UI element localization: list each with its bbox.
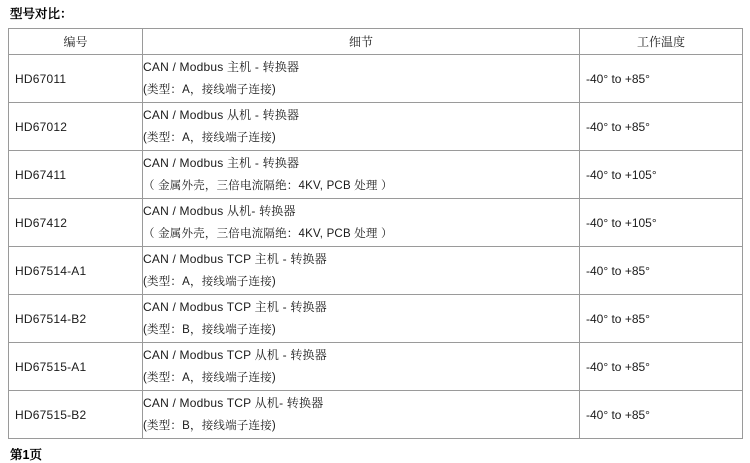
detail-secondary: （ 金属外壳，三倍电流隔绝：4KV, PCB 处理 ） <box>143 227 393 240</box>
table-row <box>9 199 743 247</box>
cell-temperature <box>580 103 743 151</box>
column-header-detail <box>143 29 580 55</box>
footer-note: 第1页 <box>10 448 42 462</box>
cell-detail <box>143 151 580 199</box>
cell-model <box>9 55 143 103</box>
detail-secondary: (类型：A，接线端子连接) <box>143 371 276 384</box>
table-row <box>9 391 743 439</box>
cell-temperature <box>580 247 743 295</box>
detail-primary: CAN / Modbus TCP 从机 - 转换器 <box>143 347 327 362</box>
temperature-value: -40° to +85° <box>586 359 650 374</box>
cell-detail <box>143 199 580 247</box>
detail-primary: CAN / Modbus 主机 - 转换器 <box>143 59 300 74</box>
detail-secondary: (类型：A，接线端子连接) <box>143 275 276 288</box>
temperature-value: -40° to +105° <box>586 167 657 182</box>
cell-temperature <box>580 199 743 247</box>
page-title: 型号对比： <box>10 7 73 21</box>
cell-detail <box>143 247 580 295</box>
cell-temperature <box>580 343 743 391</box>
cell-model <box>9 199 143 247</box>
cell-model <box>9 103 143 151</box>
detail-secondary: (类型：B，接线端子连接) <box>143 323 276 336</box>
detail-secondary: (类型：A，接线端子连接) <box>143 131 276 144</box>
cell-detail <box>143 343 580 391</box>
cell-temperature <box>580 151 743 199</box>
cell-temperature <box>580 295 743 343</box>
table-row <box>9 295 743 343</box>
detail-secondary: (类型：A，接线端子连接) <box>143 83 276 96</box>
table-header-row <box>9 29 743 55</box>
detail-primary: CAN / Modbus 从机- 转换器 <box>143 203 296 218</box>
detail-secondary: （ 金属外壳，三倍电流隔绝：4KV, PCB 处理 ） <box>143 179 393 192</box>
cell-detail <box>143 391 580 439</box>
cell-model <box>9 343 143 391</box>
model-value: HD67514-B2 <box>15 311 87 326</box>
model-value: HD67012 <box>15 119 68 134</box>
table-row <box>9 247 743 295</box>
model-value: HD67515-A1 <box>15 359 87 374</box>
temperature-value: -40° to +85° <box>586 119 650 134</box>
cell-detail <box>143 55 580 103</box>
detail-primary: CAN / Modbus 从机 - 转换器 <box>143 107 300 122</box>
cell-model <box>9 295 143 343</box>
cell-temperature <box>580 55 743 103</box>
column-header-model-label: 编号 <box>63 34 88 49</box>
cell-model <box>9 151 143 199</box>
column-header-temperature <box>580 29 743 55</box>
model-comparison-table <box>8 28 743 439</box>
cell-model <box>9 247 143 295</box>
column-header-temperature-label: 工作温度 <box>636 34 685 49</box>
model-value: HD67515-B2 <box>15 407 87 422</box>
table-row <box>9 55 743 103</box>
detail-primary: CAN / Modbus 主机 - 转换器 <box>143 155 300 170</box>
detail-secondary: (类型：B，接线端子连接) <box>143 419 276 432</box>
detail-primary: CAN / Modbus TCP 主机 - 转换器 <box>143 299 327 314</box>
temperature-value: -40° to +85° <box>586 407 650 422</box>
cell-detail <box>143 103 580 151</box>
temperature-value: -40° to +85° <box>586 71 650 86</box>
table-row <box>9 151 743 199</box>
model-value: HD67412 <box>15 215 68 230</box>
model-value: HD67514-A1 <box>15 263 87 278</box>
cell-detail <box>143 295 580 343</box>
cell-model <box>9 391 143 439</box>
detail-primary: CAN / Modbus TCP 从机- 转换器 <box>143 395 324 410</box>
temperature-value: -40° to +105° <box>586 215 657 230</box>
cell-temperature <box>580 391 743 439</box>
table-row <box>9 103 743 151</box>
model-value: HD67011 <box>15 71 67 86</box>
column-header-model <box>9 29 143 55</box>
model-value: HD67411 <box>15 167 67 182</box>
column-header-detail-label: 细节 <box>348 34 373 49</box>
detail-primary: CAN / Modbus TCP 主机 - 转换器 <box>143 251 327 266</box>
temperature-value: -40° to +85° <box>586 263 650 278</box>
temperature-value: -40° to +85° <box>586 311 650 326</box>
table-row <box>9 343 743 391</box>
